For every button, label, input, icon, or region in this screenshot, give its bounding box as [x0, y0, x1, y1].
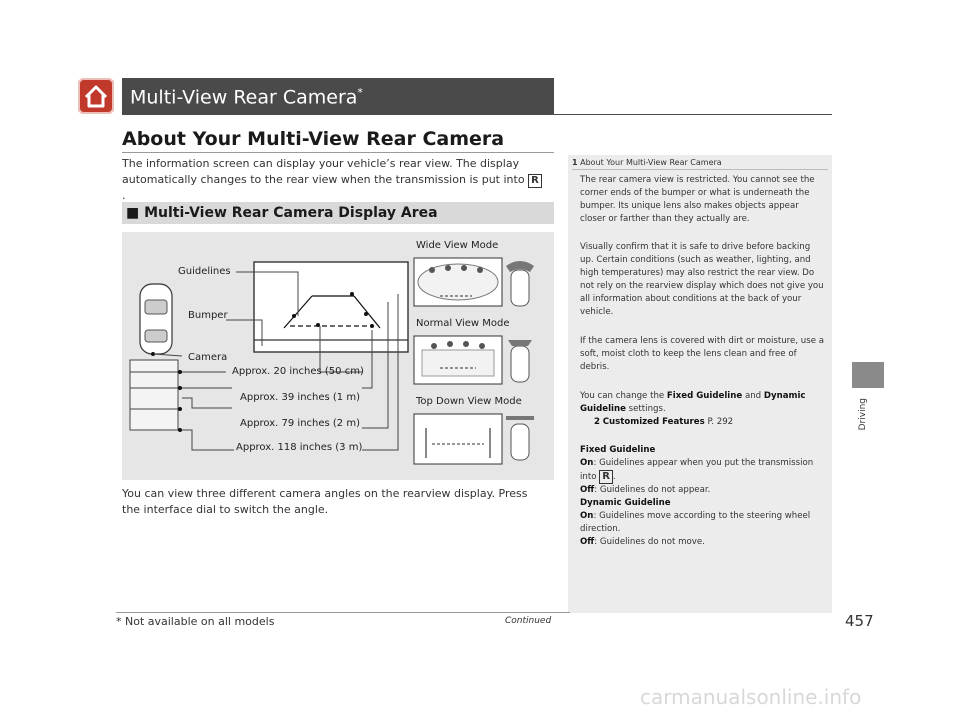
bumper-label: Bumper — [188, 310, 228, 321]
square-bullet-icon: ■ — [126, 205, 140, 221]
section-rule — [122, 152, 554, 153]
section-tab-marker — [852, 362, 884, 388]
after-figure-paragraph: You can view three different camera angles on the rearview display. Press the interface dial to switch the angle. — [122, 487, 528, 516]
sidebar-paragraph-2: Visually confirm that it is safe to drive before backing up. Certain conditions (such as weather, lighting, and high temperatures) may also restrict the rear view. Do not rely on the rearview display which does not give you all information about conditions at the back of your vehicle. — [580, 242, 824, 317]
customized-features-link[interactable]: Customized Features — [602, 417, 705, 427]
normal-view-label: Normal View Mode — [416, 318, 510, 329]
top-down-view-label: Top Down View Mode — [416, 396, 522, 407]
distance-20-label: Approx. 20 inches (50 cm) — [232, 366, 364, 377]
camera-label: Camera — [188, 352, 228, 363]
reverse-key-icon: R — [528, 174, 542, 188]
normal-view-screen — [414, 336, 502, 384]
page-number: 457 — [845, 612, 874, 630]
camera-display-figure — [122, 232, 554, 480]
cross-reference-icon: 2 — [594, 417, 600, 427]
intro-paragraph: The information screen can display your vehicle’s rear view. The display automatically changes to the rear view when the transmission is put into R. — [122, 156, 542, 204]
note-marker-icon: 1 — [572, 158, 578, 167]
sidebar-paragraph-3: If the camera lens is covered with dirt or moisture, use a soft, moist cloth to keep the lens clean and free of debris. — [580, 336, 824, 372]
page-title: Multi-View Rear Camera* — [130, 86, 363, 109]
section-heading: About Your Multi-View Rear Camera — [122, 128, 505, 150]
wide-view-label: Wide View Mode — [416, 240, 499, 251]
footnote: * Not available on all models — [116, 615, 275, 628]
home-icon[interactable] — [78, 78, 114, 114]
sidebar-paragraph-1: The rear camera view is restricted. You cannot see the corner ends of the bumper or what is underneath the bumper. Its unique lens also makes objects appear closer or farther than they actually are. — [580, 175, 815, 224]
reverse-key-icon: R — [599, 470, 613, 484]
sidebar-rule — [572, 169, 828, 170]
wide-view-screen — [414, 258, 502, 306]
sidebar-heading: 1 About Your Multi-View Rear Camera — [572, 158, 722, 167]
title-rule — [122, 114, 832, 115]
sidebar-paragraph-4: You can change the Fixed Guideline and Dynamic Guideline settings. 2 Customized Features P. 292 — [580, 391, 806, 427]
guidelines-label: Guidelines — [178, 266, 231, 277]
top-down-view-screen — [414, 414, 502, 464]
continued-label: Continued — [505, 616, 552, 626]
sidebar-guideline-settings: Fixed Guideline On: Guidelines appear when you put the transmission into R . Off: Guidelines do not appear. Dynamic Guideline On: Guidelines move according to the steering wheel direction. Off: Guidelines do not move. — [580, 445, 814, 547]
subheading: ■ Multi-View Rear Camera Display Area — [126, 205, 438, 221]
watermark: carmanualsonline.info — [640, 685, 862, 709]
car-top-view-icon — [140, 284, 172, 356]
section-tab-label: Driving — [858, 398, 868, 431]
distance-79-label: Approx. 79 inches (2 m) — [240, 418, 360, 429]
distance-118-label: Approx. 118 inches (3 m) — [236, 442, 363, 453]
distance-39-label: Approx. 39 inches (1 m) — [240, 392, 360, 403]
footer-rule — [116, 612, 570, 613]
